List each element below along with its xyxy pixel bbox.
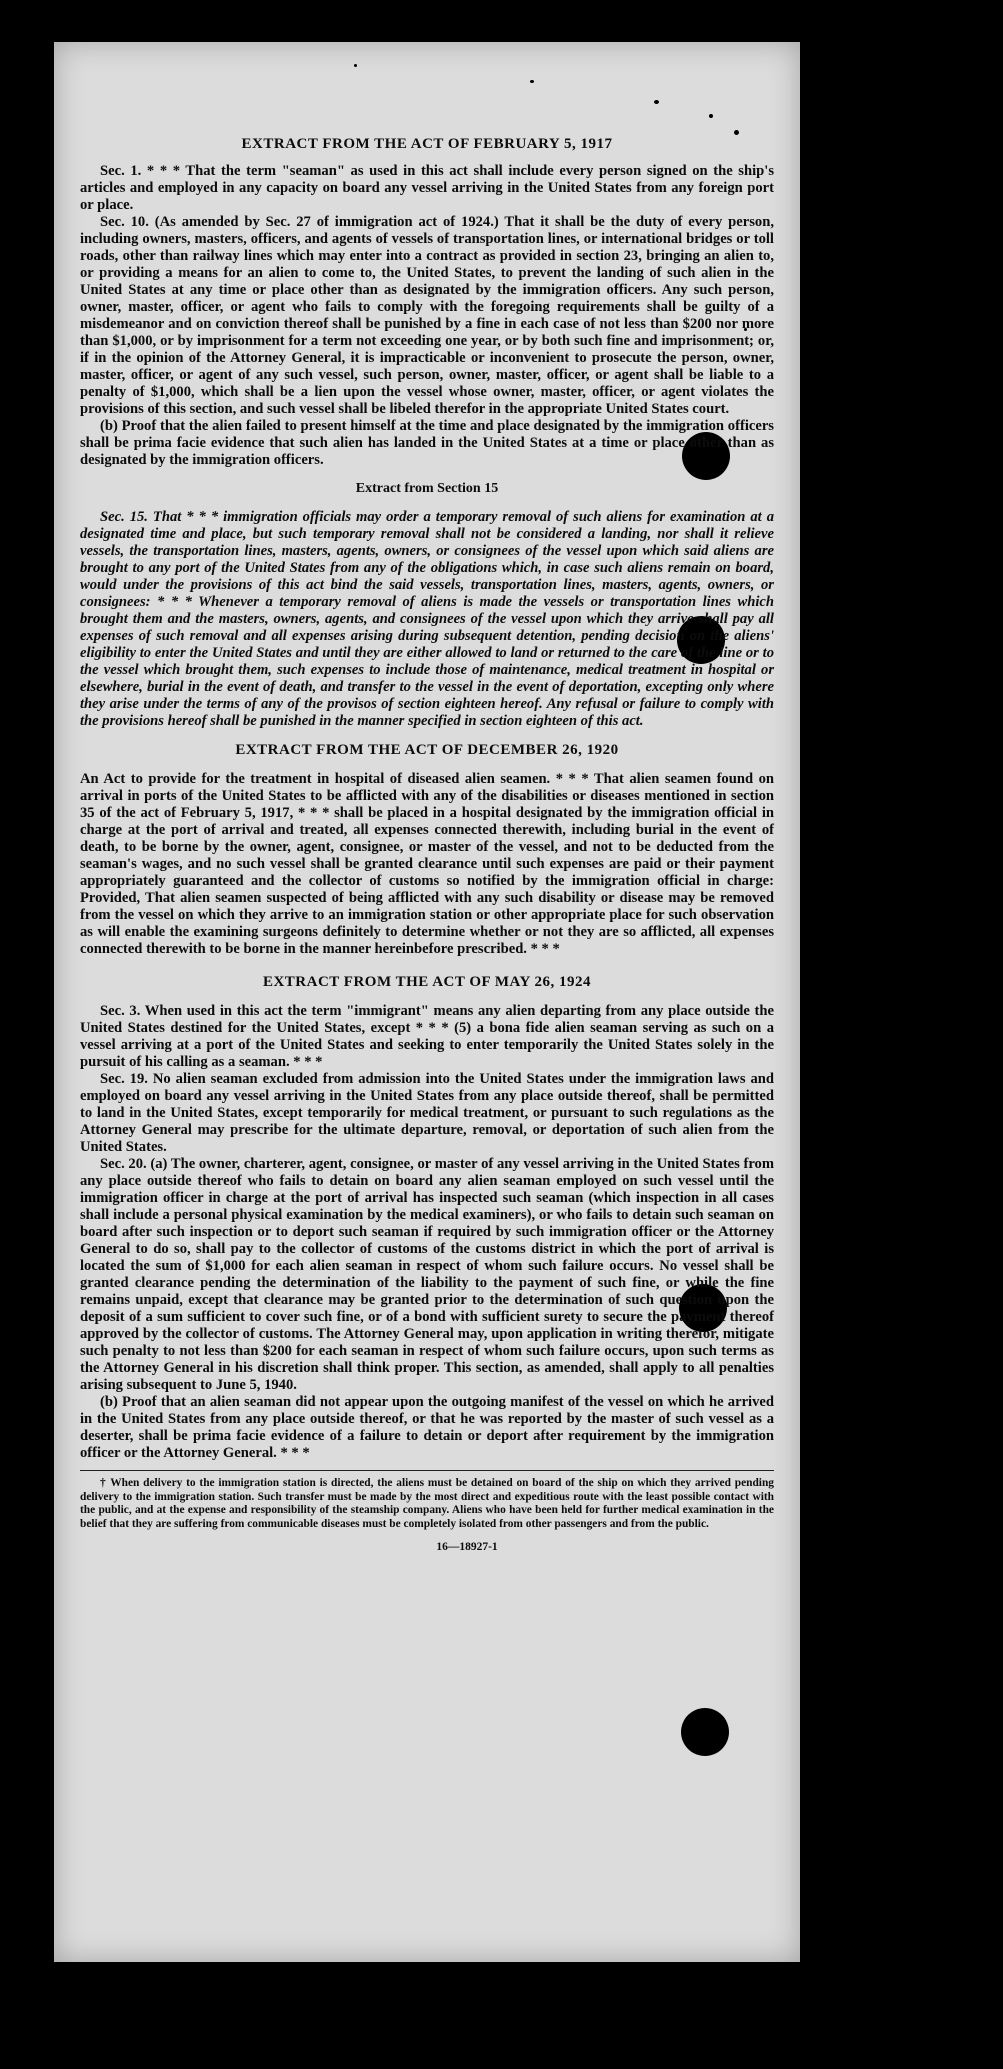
paragraph-sec-15: Sec. 15. That * * * immigration officials may order a temporary removal of such aliens for examination at a designated time and place, but such temporary removal shall not be considered a landing, nor shall it relieve vessels, the transportation lines, masters, agents, owners, or consignees of the vessel upon which said aliens are brought to any port of the United States from any of the obligations which, in case such aliens remain on board, would under the provisions of this act bind the said vessels, transportation lines, masters, agents, owners, or consignees: * * * Whenever a temporary removal of aliens is made the vessels or transportation lines which brought them and the masters, owners, agents, and consignees of the vessel upon which they arrive shall pay all expenses of such removal and all expenses arising during subsequent detention, pending decision on the aliens' eligibility to enter the United States and until they are either allowed to land or returned to the care of the line or to the vessel which brought them, such expenses to include those of maintenance, medical treatment in hospital or elsewhere, burial in the event of death, and transfer to the vessel in the event of deportation, excepting only where they arise under the terms of any of the provisos of section eighteen hereof. Any refusal or failure to comply with the provisions hereof shall be punished in the manner specified in section eighteen of this act. [80,509,774,729]
form-number: 16—18927-1 [436,1541,498,1554]
heading-act-1924: EXTRACT FROM THE ACT OF MAY 26, 1924 [262,974,592,990]
paragraph-sec-10: Sec. 10. (As amended by Sec. 27 of immigration act of 1924.) That it shall be the duty of every person, including owners, masters, officers, and agents of vessels of transportation lines, or international bridges or toll roads, other than railway lines which may enter into a contract as provided in section 23, bringing an alien to, or providing a means for an alien to come to, the United States, to prevent the landing of such alien in the United States at any time or place other than as designated by the immigration officers. Any such person, owner, master, officer, or agent who fails to comply with the foregoing requirements shall be guilty of a misdemeanor and on conviction thereof shall be punished by a fine in each case of not less than $200 nor more than $1,000, or by imprisonment for a term not exceeding one year, or by both such fine and imprisonment; or, if in the opinion of the Attorney General, it is impracticable or inconvenient to prosecute the person, owner, master, officer, or agent of any such vessel, such person, owner, master, officer, or agent shall be liable to a penalty of $1,000, which shall be a lien upon the vessel whose owner, master, officer, or agent violates the provisions of this section, and such vessel shall be libeled therefor in the appropriate United States court. [80,214,774,417]
paragraph-sec-3: Sec. 3. When used in this act the term "immigrant" means any alien departing from any place outside the United States destined for the United States, except * * * (5) a bona fide alien seaman serving as such on a vessel arriving at a port of the United States and seeking to enter temporarily the United States solely in the pursuit of his calling as a seaman. * * * [80,1003,774,1070]
document-body [80,60,774,1553]
punch-hole [681,1708,729,1756]
footnote: † When delivery to the immigration station is directed, the aliens must be detained on board of the ship on which they arrived pending delivery to the immigration station. Such transfer must be made by the most direct and expeditious route with the least possible contact with the public, and at the expense and responsibility of the steamship company. Aliens who have been held for further medical examination in the belief that they are suffering from communicable diseases must be completely isolated from other passengers and from the public. [80,1477,774,1530]
footnote-divider [80,1470,774,1471]
heading-act-1917: EXTRACT FROM THE ACT OF FEBRUARY 5, 1917 [241,136,613,152]
paragraph-sec-20-a: Sec. 20. (a) The owner, charterer, agent, consignee, or master of any vessel arriving in the United States from any place outside thereof who fails to detain on board any alien seaman employed on such vessel until the immigration officer in charge at the port of arrival has inspected such seaman (which inspection in all cases shall include a personal physical examination by the medical examiners), or who fails to detain such seaman on board after such inspection or to deport such seaman if required by such immigration officer or the Attorney General to do so, shall pay to the collector of customs of the customs district in which the port of arrival is located the sum of $1,000 for each alien seaman in respect of whom such failure occurs. No vessel shall be granted clearance pending the determination of the liability to the payment of such fine, or while the fine remains unpaid, except that clearance may be granted prior to the determination of such question upon the deposit of a sum sufficient to cover such fine, or of a bond with sufficient surety to secure the payment thereof approved by the collector of customs. The Attorney General may, upon application in writing therefor, mitigate such penalty to not less than $200 for each seaman in respect of whom such failure occurs, upon such terms as the Attorney General in his discretion shall think proper. This section, as amended, shall apply to all penalties arising subsequent to June 5, 1940. [80,1156,774,1393]
paragraph-act-1920: An Act to provide for the treatment in hospital of diseased alien seamen. * * * That alien seamen found on arrival in ports of the United States to be afflicted with any of the disabilities or diseases mentioned in section 35 of the act of February 5, 1917, * * * shall be placed in a hospital designated by the immigration official in charge at the port of arrival and treated, all expenses connected therewith, including burial in the event of death, to be borne by the owner, agent, consignee, or master of the vessel, and not to be deducted from the seaman's wages, and no such vessel shall be granted clearance until such expenses are paid or their payment appropriately guaranteed and the collector of customs so notified by the immigration official in charge: Provided, That alien seamen suspected of being afflicted with any such disability or disease may be removed from the vessel on which they arrive to an immigration station or other appropriate place for such observation as will enable the examining surgeons definitely to determine whether or not they are so afflicted, all expenses connected therewith to be borne in the manner hereinbefore prescribed. * * * [80,771,774,957]
heading-section-15: Extract from Section 15 [355,481,499,496]
paragraph-sec-20-b: (b) Proof that an alien seaman did not appear upon the outgoing manifest of the vessel on which he arrived in the United States from any place outside thereof, or that he was reported by the master of such vessel as a deserter, shall be prima facie evidence of a failure to detain or deport after requirement by the immigration officer or the Attorney General. * * * [80,1394,774,1461]
heading-act-1920: EXTRACT FROM THE ACT OF DECEMBER 26, 1920 [235,742,619,758]
paragraph-sec-19: Sec. 19. No alien seaman excluded from admission into the United States under the immigration laws and employed on board any vessel arriving in the United States from any place outside thereof, shall be permitted to land in the United States, except temporarily for medical treatment, or pursuant to such regulations as the Attorney General may prescribe for the ultimate departure, removal, or deportation of such alien from the United States. [80,1071,774,1155]
paragraph-sec-10-b: (b) Proof that the alien failed to present himself at the time and place designated by the immigration officers shall be prima facie evidence that such alien has landed in the United States at a time or place other than as designated by the immigration officers. [80,418,774,468]
paragraph-sec-1: Sec. 1. * * * That the term "seaman" as used in this act shall include every person signed on the ship's articles and employed in any capacity on board any vessel arriving in the United States from any foreign port or place. [80,163,774,213]
